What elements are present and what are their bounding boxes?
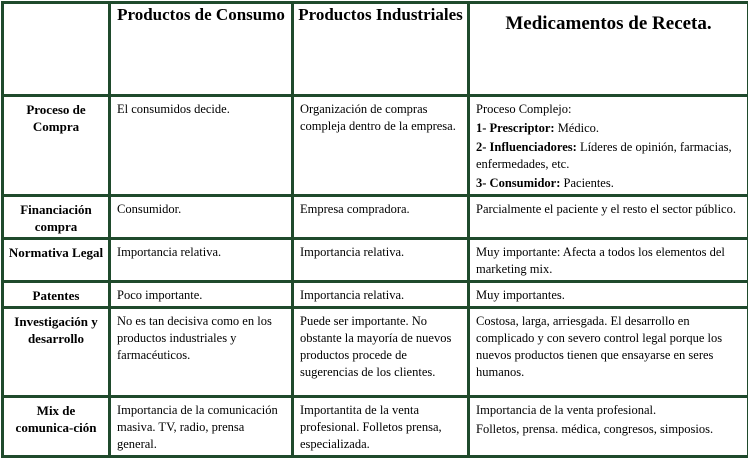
receta-item-text: Líderes de opinión, farmacias, enfermedades, etc. bbox=[476, 140, 732, 171]
table-row bbox=[3, 308, 748, 397]
cell-receta: Muy importantes. bbox=[469, 282, 748, 308]
cell-industriales: Puede ser importante. No obstante la mayoría de nuevos productos procede de sugerencias de los clientes. bbox=[293, 308, 469, 397]
row-label-proceso-compra: Proceso de Compra bbox=[3, 96, 110, 196]
cell-consumo: Importancia de la comunicación masiva. TV, radio, prensa general. bbox=[110, 397, 293, 457]
table-row bbox=[3, 397, 748, 457]
receta-item bbox=[476, 175, 741, 192]
header-productos-consumo: Productos de Consumo bbox=[110, 3, 293, 96]
receta-item-key: 1- Prescriptor: bbox=[476, 121, 555, 135]
cell-consumo: El consumidos decide. bbox=[110, 96, 293, 196]
receta-item-key: 2- Influenciadores: bbox=[476, 140, 577, 154]
table-row bbox=[3, 96, 748, 196]
header-productos-industriales: Productos Industriales bbox=[293, 3, 469, 96]
cell-industriales: Importancia relativa. bbox=[293, 282, 469, 308]
table-row bbox=[3, 282, 748, 308]
cell-consumo: No es tan decisiva como en los productos industriales y farmacéuticos. bbox=[110, 308, 293, 397]
header-row bbox=[3, 3, 748, 96]
header-medicamentos-receta: Medicamentos de Receta. bbox=[469, 3, 748, 96]
receta-item-text: Médico. bbox=[555, 121, 599, 135]
row-label-financiacion: Financiación compra bbox=[3, 196, 110, 239]
cell-receta: Costosa, larga, arriesgada. El desarrollo en complicado y con severo control legal porque los nuevos productos tienen que ensayarse en seres humanos. bbox=[469, 308, 748, 397]
cell-receta bbox=[469, 96, 748, 196]
cell-consumo: Importancia relativa. bbox=[110, 239, 293, 282]
cell-consumo: Consumidor. bbox=[110, 196, 293, 239]
comparison-table bbox=[1, 1, 748, 458]
cell-industriales: Importancia relativa. bbox=[293, 239, 469, 282]
comparison-table-container bbox=[1, 1, 747, 448]
row-label-mix-comunicacion: Mix de comunica-ción bbox=[3, 397, 110, 457]
receta-line: Importancia de la venta profesional. bbox=[476, 402, 741, 419]
header-empty-cell bbox=[3, 3, 110, 96]
row-label-normativa: Normativa Legal bbox=[3, 239, 110, 282]
row-label-investigacion: Investigación y desarrollo bbox=[3, 308, 110, 397]
row-label-patentes: Patentes bbox=[3, 282, 110, 308]
receta-item bbox=[476, 139, 741, 173]
cell-industriales: Importantita de la venta profesional. Folletos prensa, especializada. bbox=[293, 397, 469, 457]
receta-intro: Proceso Complejo: bbox=[476, 101, 741, 118]
receta-item-key: 3- Consumidor: bbox=[476, 176, 560, 190]
receta-item bbox=[476, 120, 741, 137]
cell-industriales: Organización de compras compleja dentro de la empresa. bbox=[293, 96, 469, 196]
receta-item-text: Pacientes. bbox=[560, 176, 613, 190]
cell-receta: Parcialmente el paciente y el resto el sector público. bbox=[469, 196, 748, 239]
table-row bbox=[3, 196, 748, 239]
receta-line: Folletos, prensa. médica, congresos, simposios. bbox=[476, 421, 741, 438]
cell-receta: Muy importante: Afecta a todos los elementos del marketing mix. bbox=[469, 239, 748, 282]
cell-consumo: Poco importante. bbox=[110, 282, 293, 308]
cell-industriales: Empresa compradora. bbox=[293, 196, 469, 239]
cell-receta bbox=[469, 397, 748, 457]
table-row bbox=[3, 239, 748, 282]
